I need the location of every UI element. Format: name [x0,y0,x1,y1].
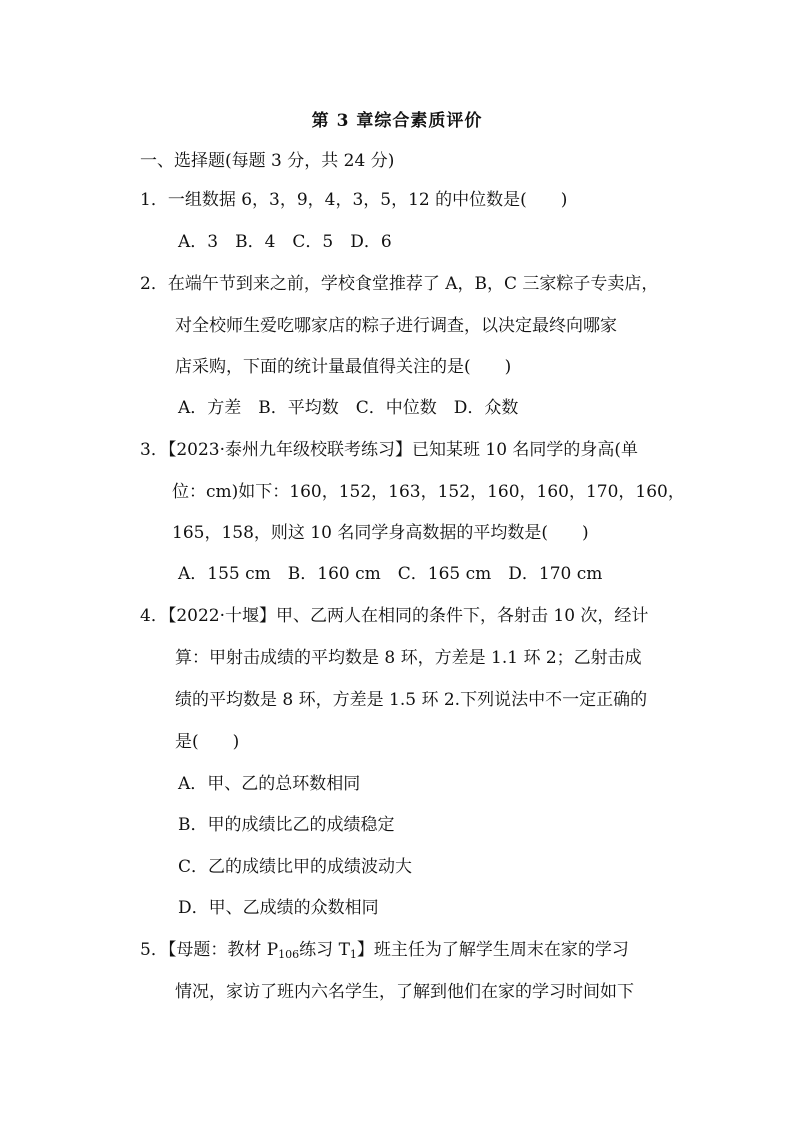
question-5-line-1-part-b: 练习 T [299,940,350,960]
question-4-option-a: A．甲、乙的总环数相同 [178,774,361,794]
question-1-stem: 1．一组数据 6，3，9，4，3，5，12 的中位数是( ) [140,190,568,210]
question-3-line-1: 3．【2023·泰州九年级校联考练习】已知某班 10 名同学的身高(单 [140,440,639,460]
question-3-line-3: 165，158，则这 10 名同学身高数据的平均数是( ) [172,523,589,543]
question-2-line-3: 店采购，下面的统计量最值得关注的是( ) [175,357,512,377]
question-1-options: A．3 B．4 C．5 D．6 [178,232,392,252]
question-5-line-2: 情况，家访了班内六名学生，了解到他们在家的学习时间如下 [175,982,634,1002]
question-4-line-1: 4．【2022·十堰】甲、乙两人在相同的条件下，各射击 10 次，经计 [140,606,649,626]
section-heading: 一、选择题(每题 3 分，共 24 分) [140,151,395,171]
question-3-line-2: 位：cm)如下：160，152，163，152，160，160，170，160， [172,482,685,502]
question-4-option-b: B．甲的成绩比乙的成绩稳定 [178,815,395,835]
question-4-option-c: C．乙的成绩比甲的成绩波动大 [178,857,413,877]
question-4-line-4: 是( ) [175,732,240,752]
question-4-line-3: 绩的平均数是 8 环，方差是 1.5 环 2.下列说法中不一定正确的 [175,690,648,710]
question-4-option-d: D．甲、乙成绩的众数相同 [178,898,379,918]
page-title: 第 3 章综合素质评价 [311,111,483,131]
question-5-line-1 [140,939,629,966]
question-5-line-1-part-c: 】班主任为了解学生周末在家的学习 [356,940,629,960]
question-2-line-1: 2．在端午节到来之前，学校食堂推荐了 A，B，C 三家粽子专卖店， [140,274,659,294]
question-5-line-1-part-a: 5．【母题：教材 P [140,940,279,960]
page-subscript: 106 [278,948,300,961]
question-3-options: A．155 cm B．160 cm C．165 cm D．170 cm [178,564,603,584]
question-4-line-2: 算：甲射击成绩的平均数是 8 环，方差是 1.1 环 2；乙射击成 [175,648,642,668]
exercise-subscript: 1 [349,948,357,961]
question-2-options: A．方差 B．平均数 C．中位数 D．众数 [178,398,519,418]
question-2-line-2: 对全校师生爱吃哪家店的粽子进行调查，以决定最终向哪家 [175,316,617,336]
